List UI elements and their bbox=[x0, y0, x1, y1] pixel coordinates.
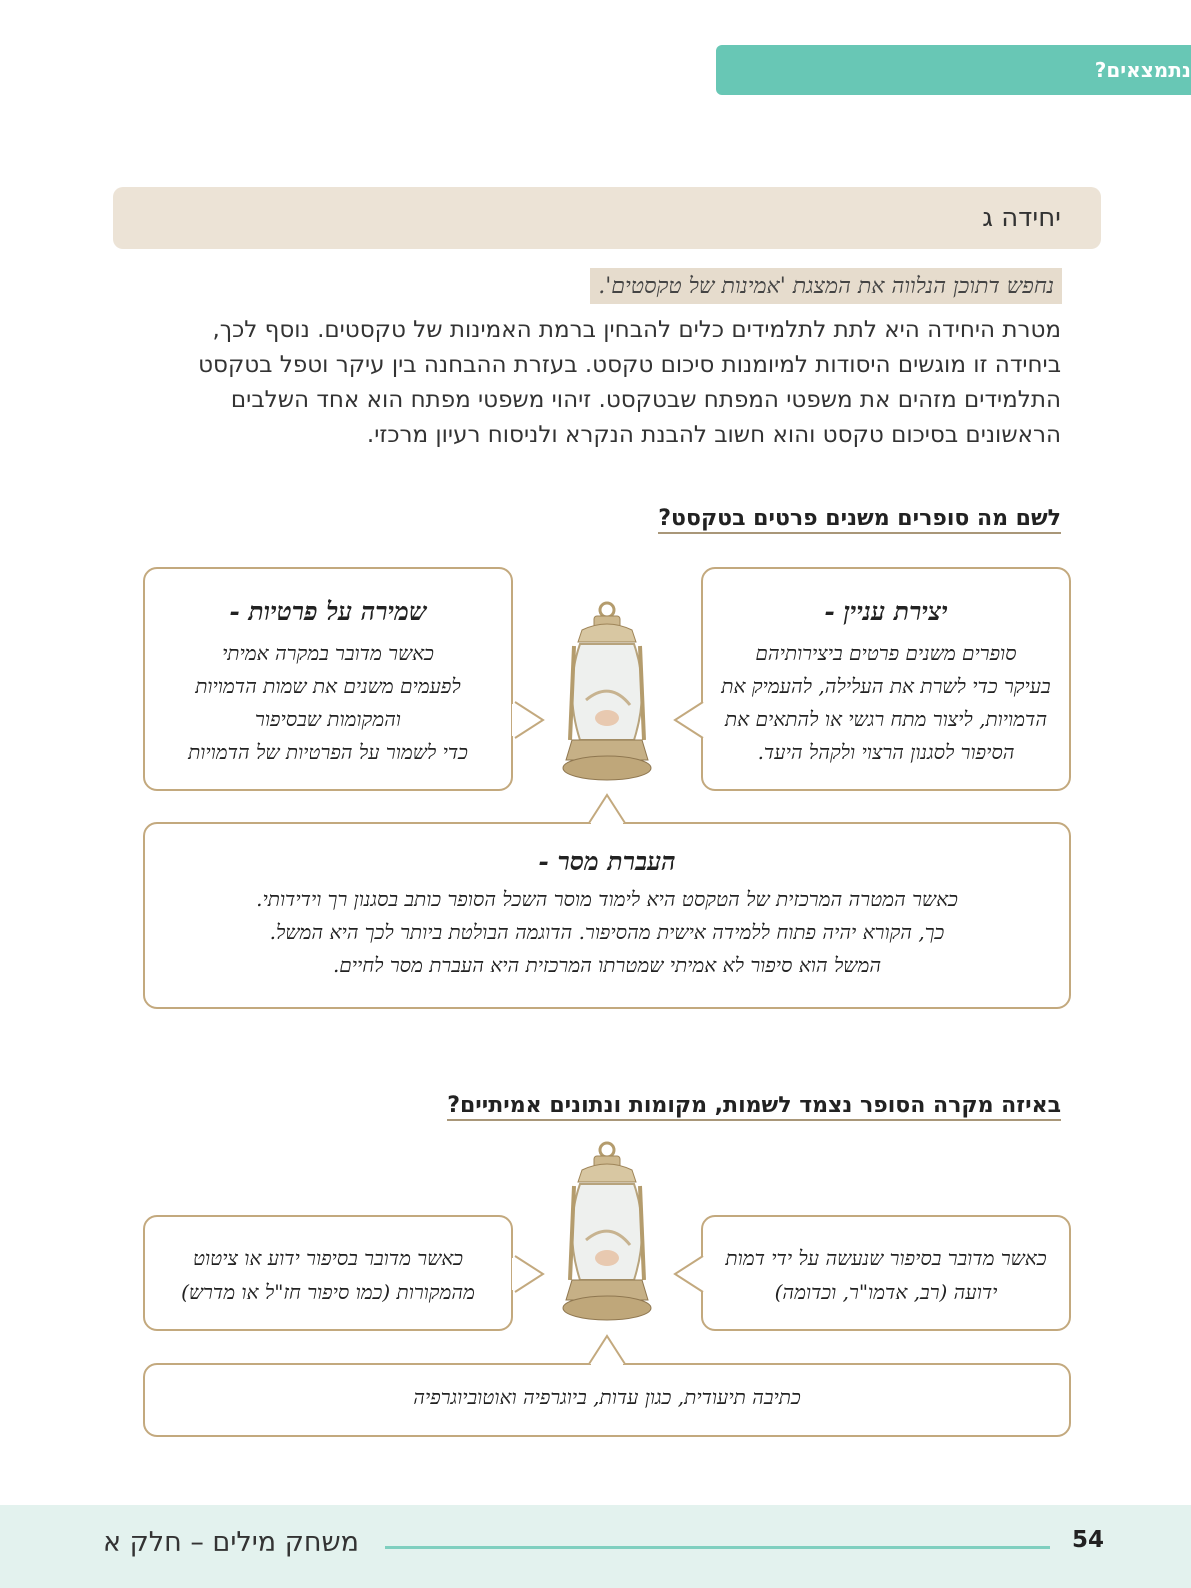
section2-right-box bbox=[701, 1215, 1071, 1331]
intro-paragraph: מטרת היחידה היא לתת לתלמידים כלים להבחין ברמת האמינות של טקסטים. נוסף לכך, ביחידה זו מוגשים היסודות למיומנות סיכום טקסט. בעזרת ההבחנה בין עיקר וטפל בטקסט התלמידים מזהים את משפטי המפתח שבטקסט. זיהוי משפטי מפתח הוא אחד השלבים הראשונים בסיכום טקסט והוא חשוב להבנת הנקרא ולניסוח רעיון מרכזי. bbox=[198, 317, 1061, 448]
section1-left-title: שמירה על פרטיות - bbox=[229, 597, 427, 626]
section2-right-line: כאשר מדובר בסיפור שנעשה על ידי דמות bbox=[725, 1246, 1047, 1270]
section1-bottom-box bbox=[143, 822, 1071, 1009]
footer-book-title: משחק מילים – חלק א bbox=[103, 1527, 359, 1558]
section2-right-line: ידועה (רב, אדמו"ר, וכדומה) bbox=[774, 1280, 998, 1304]
section2-left-box bbox=[143, 1215, 513, 1331]
section1-bottom-line: כך, הקורא יהיה פתוח ללמידה אישית מהסיפור. הדוגמה הבולטת ביותר לכך היא המשל. bbox=[269, 920, 945, 944]
chapter-tab bbox=[716, 45, 1191, 95]
section1-right-line: סופרים משנים פרטים ביצירותיהם bbox=[755, 641, 1017, 665]
section1-right-line: בעיקר כדי לשרת את העלילה, להעמיק את bbox=[721, 674, 1051, 698]
lantern-icon bbox=[550, 1140, 665, 1325]
section2-bottom-line: כתיבה תיעודית, כגון עדות, ביוגרפיה ואוטוביוגרפיה bbox=[413, 1385, 801, 1409]
section2-left-line: מהמקורות (כמו סיפור חז"ל או מדרש) bbox=[181, 1280, 475, 1304]
section1-right-line: הסיפור לסגנון הרצוי ולקהל היעד. bbox=[757, 740, 1015, 764]
section1-bottom-line: כאשר המטרה המרכזית של הטקסט היא לימוד מוסר השכל הסופר כותב בסגנון רך וידידותי. bbox=[256, 887, 958, 911]
section1-bottom-title: העברת מסר - bbox=[538, 847, 676, 876]
section1-left-line: והמקומות שבסיפור bbox=[255, 707, 401, 731]
section2-left-line: כאשר מדובר בסיפור ידוע או ציטוט bbox=[192, 1246, 464, 1270]
section1-left-line: כדי לשמור על הפרטיות של הדמויות bbox=[188, 740, 468, 764]
section1-bottom-line: המשל הוא סיפור לא אמיתי שמטרתו המרכזית היא העברת מסר לחיים. bbox=[332, 953, 882, 977]
section1-right-line: הדמויות, ליצור מתח רגשי או להתאים את bbox=[724, 707, 1048, 731]
section2-right-pointer bbox=[673, 1254, 713, 1294]
section2-question: באיזה מקרה הסופר נצמד לשמות, מקומות ונתונים אמיתיים? bbox=[447, 1093, 1061, 1121]
section1-right-pointer bbox=[673, 700, 713, 740]
unit-title: יחידה ג bbox=[982, 203, 1061, 233]
section1-question: לשם מה סופרים משנים פרטים בטקסט? bbox=[658, 506, 1061, 534]
page-number: 54 bbox=[1072, 1527, 1105, 1553]
unit-title-bar bbox=[113, 187, 1101, 249]
footer-divider bbox=[385, 1546, 1050, 1549]
note-text: נחפש דתוכן הנלווה את המצגת 'אמינות של טקסטים'. bbox=[598, 274, 1054, 299]
lantern-icon bbox=[550, 600, 665, 785]
section1-right-title: יצירת עניין - bbox=[824, 597, 948, 626]
handwritten-note bbox=[590, 268, 1062, 304]
section1-right-box bbox=[701, 567, 1071, 791]
section1-left-box bbox=[143, 567, 513, 791]
section2-bottom-box bbox=[143, 1363, 1071, 1437]
chapter-tab-label: נתמצאים? bbox=[1094, 58, 1191, 82]
section1-left-pointer bbox=[505, 700, 545, 740]
section1-left-line: לפעמים משנים את שמות הדמויות bbox=[195, 674, 461, 698]
section1-bottom-pointer bbox=[587, 793, 627, 833]
section2-bottom-pointer bbox=[587, 1334, 627, 1374]
section1-left-line: כאשר מדובר במקרה אמיתי bbox=[222, 641, 434, 665]
section2-left-pointer bbox=[505, 1254, 545, 1294]
